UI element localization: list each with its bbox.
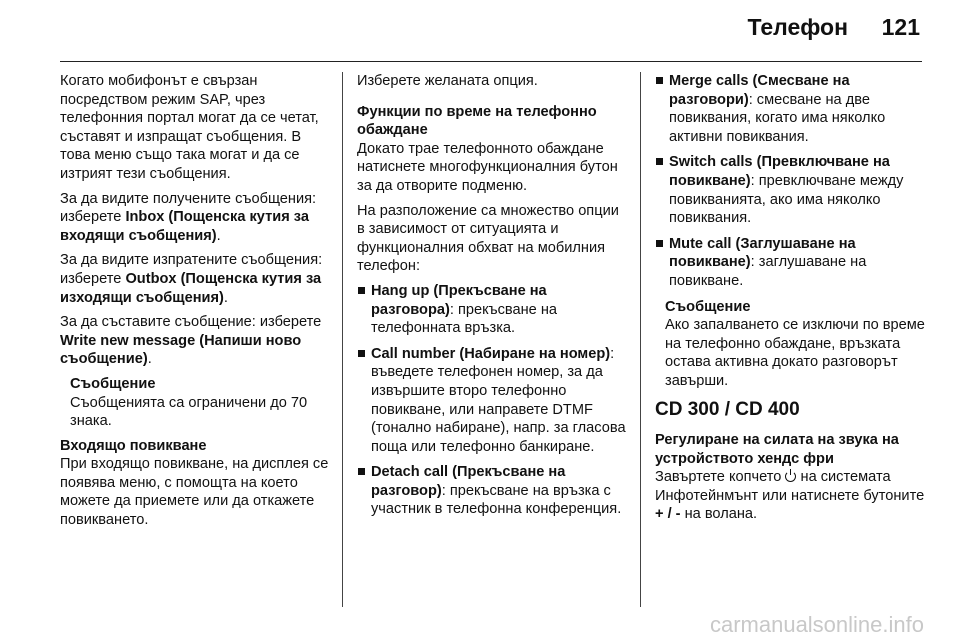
- column-right: [655, 72, 927, 530]
- column-divider-1: [342, 72, 343, 607]
- call-functions-heading: Функции по време на телефонно обаждане: [357, 103, 597, 139]
- volume-paragraph: Завъртете копчето на системата Инфотейнмънт или натиснете бутоните + / - на волана.: [655, 469, 925, 523]
- inbox-option: Inbox (Пощенска кутия за входящи съобщения): [60, 209, 309, 244]
- outbox-option: Outbox (Пощенска кутия за изходящи съобщения): [60, 270, 322, 306]
- header-divider: [60, 61, 922, 62]
- page-number: 121: [881, 14, 920, 40]
- watermark: carmanualsonline.info: [709, 612, 924, 637]
- call-options-list-continued: [655, 72, 927, 291]
- choose-option-text: Изберете желаната опция.: [357, 73, 538, 89]
- model-heading: CD 300 / CD 400: [655, 398, 800, 420]
- note-heading: Съобщение: [665, 298, 751, 315]
- list-item: Switch calls (Превключване на повикване): превключване между повикванията, ако има няколко повиквания.: [655, 153, 927, 227]
- options-paragraph: На разположение са множество опции в зависимост от ситуацията и функционалния обхват на мобилния телефон:: [357, 202, 619, 275]
- page-title: Телефон: [747, 14, 848, 40]
- volume-buttons: + / -: [655, 506, 681, 523]
- volume-heading: Регулиране на силата на звука на устройството хендс фри: [655, 432, 899, 467]
- list-item: Hang up (Прекъсване на разговора): прекъсване на телефонната връзка.: [357, 282, 629, 338]
- column-divider-2: [640, 72, 641, 607]
- write-paragraph: За да съставите съобщение: изберете Write new message (Напиши ново съобщение).: [60, 314, 322, 368]
- incoming-call-text: При входящо повикване, на дисплея се появява меню, с помощта на което можете да приемете или да откажете повикването.: [60, 456, 329, 529]
- note-text: Съобщенията са ограничени до 70 знака.: [70, 394, 308, 430]
- column-middle: [357, 72, 629, 526]
- submenu-paragraph: Докато трае телефонното обаждане натиснете многофункционалния бутон за да отворите подменю.: [357, 140, 618, 194]
- power-knob-icon: [785, 471, 796, 482]
- list-item: Merge calls (Смесване на разговори): смесване на две повиквания, когато има няколко активни повиквания.: [655, 72, 927, 146]
- note-box: [70, 375, 330, 431]
- list-item: Mute call (Заглушаване на повикване): заглушаване на повикване.: [655, 235, 927, 291]
- outbox-paragraph: За да видите изпратените съобщения: изберете Outbox (Пощенска кутия за изходящи съобщения).: [60, 252, 323, 306]
- list-item: Detach call (Прекъсване на разговор): прекъсване на връзка с участник в телефонна конференция.: [357, 463, 629, 519]
- list-item: Call number (Набиране на номер): въведете телефонен номер, за да извършите второ телефонно повикване, или направете DTMF (тонално набиране), напр. за гласова поща или телефонно банкиране.: [357, 345, 629, 457]
- incoming-call-heading: Входящо повикване: [60, 437, 207, 454]
- column-left: [60, 72, 330, 536]
- inbox-paragraph: За да видите получените съобщения: изберете Inbox (Пощенска кутия за входящи съобщения).: [60, 190, 317, 244]
- page-header: [0, 0, 960, 60]
- note-text: Ако запалването се изключи по време на телефонно обаждане, връзката остава активна докато разговорът завърши.: [665, 317, 925, 389]
- note-box: [665, 298, 927, 391]
- write-option: Write new message (Напиши ново съобщение): [60, 332, 302, 368]
- note-heading: Съобщение: [70, 375, 156, 392]
- call-options-list: [357, 282, 629, 519]
- intro-paragraph: Когато мобифонът е свързан посредством режим SAP, чрез телефонния портал могат да се четат, съставят и изпращат съобщения. В това меню също така могат и да се изтрият тези съобщения.: [60, 73, 319, 182]
